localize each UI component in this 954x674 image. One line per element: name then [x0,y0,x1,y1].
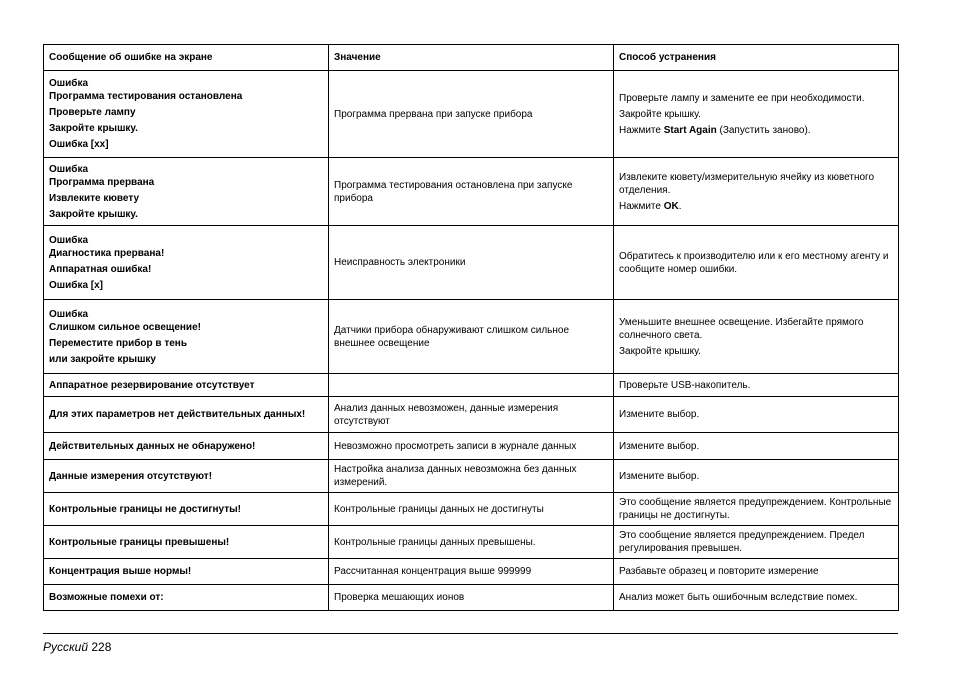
fix-line [619,470,893,483]
error-message-line: Ошибка [x] [49,279,104,291]
error-message-cell [44,433,329,460]
error-messages-table [43,44,899,611]
fix-text: Измените выбор. [619,409,700,420]
fix-line [619,345,893,358]
fix-line [619,250,893,276]
error-message-line: Ошибка [49,308,89,320]
table-row [44,559,899,585]
meaning-cell [329,559,614,585]
fix-text-suffix: (Запустить заново). [716,124,811,136]
error-message-line: Концентрация выше нормы! [49,566,192,577]
meaning-cell [329,397,614,433]
meaning-text: Невозможно просмотреть записи в журнале данных [334,440,577,452]
fix-line [619,408,893,421]
meaning-text: Анализ данных невозможен, данные измерения отсутствуют [334,402,559,427]
error-message-line: Программа прервана [49,176,155,188]
fix-text: Это сообщение является предупреждением. Предел регулирования превышен. [619,530,865,554]
meaning-cell [329,433,614,460]
page-footer [43,640,111,654]
header-meaning: Значение [329,45,614,71]
fix-cell [614,526,899,559]
table-row [44,433,899,460]
fix-cell [614,158,899,226]
error-message-cell [44,71,329,158]
error-message-line: Возможные помехи от: [49,592,164,603]
meaning-text: Датчики прибора обнаруживают слишком сильное внешнее освещение [334,324,570,349]
fix-cell [614,226,899,300]
fix-cell [614,559,899,585]
error-message-line: или закройте крышку [49,353,156,365]
table-row [44,493,899,526]
error-message-line: Извлеките кювету [49,192,140,204]
fix-line [619,108,893,121]
meaning-text: Настройка анализа данных невозможна без данных измерений. [334,464,577,488]
fix-text-suffix: . [678,200,682,212]
table-row [44,374,899,397]
error-message-cell [44,526,329,559]
fix-cell [614,585,899,611]
error-table-container [43,44,898,611]
fix-line [619,200,893,213]
error-message-line: Диагностика прервана! [49,247,165,259]
fix-text: Извлеките кювету/измерительную ячейку из кюветного отделения. [619,171,875,196]
error-message-line: Переместите прибор в тень [49,337,187,349]
meaning-cell [329,493,614,526]
fix-line [619,496,893,522]
fix-text: Нажмите [619,124,664,136]
fix-line [619,379,893,392]
fix-button-name: Start Again [663,124,717,136]
meaning-text: Контрольные границы данных не достигнуты [334,503,544,515]
table-header-row [44,45,899,71]
error-message-cell [44,300,329,374]
meaning-cell [329,374,614,397]
meaning-cell [329,585,614,611]
fix-text: Закройте крышку. [619,345,701,357]
error-message-cell [44,460,329,493]
fix-line [619,316,893,342]
meaning-text: Неисправность электроники [334,257,466,268]
fix-text: Обратитесь к производителю или к его местному агенту и сообщите номер ошибки. [619,250,889,275]
table-row [44,158,899,226]
fix-cell [614,374,899,397]
meaning-cell [329,526,614,559]
error-message-line: Для этих параметров нет действительных данных! [49,409,306,420]
header-fix: Способ устранения [614,45,899,71]
meaning-cell [329,300,614,374]
table-row [44,526,899,559]
meaning-text: Рассчитанная концентрация выше 999999 [334,566,532,577]
error-message-cell [44,585,329,611]
table-row [44,460,899,493]
fix-text: Уменьшите внешнее освещение. Избегайте прямого солнечного света. [619,316,864,341]
error-message-cell [44,397,329,433]
footer-divider [43,633,898,634]
fix-line [619,591,893,604]
fix-line [619,124,893,137]
error-message-line: Аппаратное резервирование отсутствует [49,379,255,391]
meaning-text: Программа прервана при запуске прибора [334,108,533,120]
fix-line [619,529,893,555]
fix-cell [614,71,899,158]
fix-cell [614,433,899,460]
fix-text: Проверьте USB-накопитель. [619,379,751,391]
meaning-text: Проверка мешающих ионов [334,592,465,603]
error-message-line: Данные измерения отсутствуют! [49,470,213,482]
fix-text: Разбавьте образец и повторите измерение [619,566,819,577]
fix-cell [614,460,899,493]
meaning-cell [329,158,614,226]
fix-text: Измените выбор. [619,470,700,482]
fix-line [619,92,893,105]
table-row [44,300,899,374]
error-message-line: Ошибка [49,78,89,89]
fix-line [619,565,893,578]
fix-cell [614,493,899,526]
error-message-line: Закройте крышку. [49,208,138,220]
meaning-cell [329,71,614,158]
error-message-cell [44,374,329,397]
error-message-line: Ошибка [49,234,89,246]
error-message-line: Ошибка [49,163,89,175]
meaning-text: Контрольные границы данных превышены. [334,536,536,548]
page-number: 228 [91,640,112,654]
error-message-cell [44,158,329,226]
error-message-line: Действительных данных не обнаружено! [49,440,256,452]
fix-cell [614,397,899,433]
error-message-line: Аппаратная ошибка! [49,263,152,275]
error-message-line: Программа тестирования остановлена [49,91,243,102]
table-row [44,397,899,433]
meaning-cell [329,226,614,300]
error-message-line: Контрольные границы не достигнуты! [49,503,241,515]
error-message-cell [44,559,329,585]
fix-line [619,171,893,197]
fix-text: Нажмите [619,200,664,212]
table-row [44,71,899,158]
fix-text: Анализ может быть ошибочным вследствие помех. [619,592,858,603]
meaning-text: Программа тестирования остановлена при запуске прибора [334,179,573,204]
fix-line [619,440,893,453]
fix-button-name: OK [663,200,679,212]
error-message-line: Контрольные границы превышены! [49,536,230,548]
fix-text: Проверьте лампу и замените ее при необходимости. [619,92,865,104]
error-message-cell [44,226,329,300]
fix-cell [614,300,899,374]
error-message-line: Слишком сильное освещение! [49,321,201,333]
fix-text: Закройте крышку. [619,108,701,120]
fix-text: Это сообщение является предупреждением. Контрольные границы не достигнуты. [619,497,892,521]
meaning-cell [329,460,614,493]
footer-language: Русский [43,640,89,654]
error-message-line: Ошибка [xx] [49,139,109,150]
table-row [44,226,899,300]
table-row [44,585,899,611]
error-message-cell [44,493,329,526]
fix-text: Измените выбор. [619,440,700,452]
error-message-line: Закройте крышку. [49,123,138,134]
header-message: Сообщение об ошибке на экране [44,45,329,71]
error-message-line: Проверьте лампу [49,107,136,118]
